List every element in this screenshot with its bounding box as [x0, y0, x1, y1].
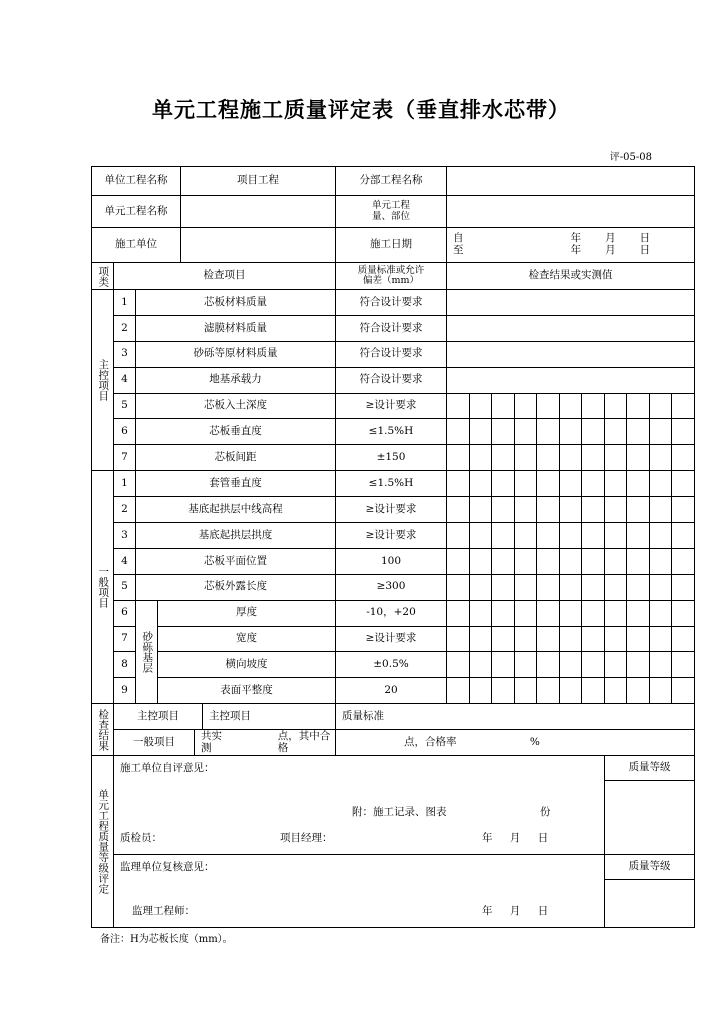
- construction-unit-value[interactable]: [181, 228, 335, 262]
- general-items-label: 一般项目: [92, 471, 114, 704]
- note: 备注：H为芯板长度（mm）。: [100, 934, 233, 945]
- measure-cell[interactable]: [560, 626, 582, 652]
- result-header: 检查结果或实测值: [447, 263, 695, 290]
- unit-project-name-label: 单位工程名称: [92, 167, 181, 195]
- item-standard: ≤1.5%H: [336, 471, 447, 497]
- item-standard: ≥设计要求: [336, 497, 447, 523]
- contractor-opinion-label: 施工单位自评意见：: [120, 761, 215, 774]
- measure-cell[interactable]: [537, 523, 560, 549]
- measure-cell[interactable]: [627, 445, 650, 471]
- measure-cell[interactable]: [582, 626, 605, 652]
- measure-cell[interactable]: [537, 600, 560, 626]
- result-cell[interactable]: [447, 367, 695, 393]
- item-standard: ≥设计要求: [336, 523, 447, 549]
- item-standard: 符合设计要求: [336, 367, 447, 393]
- measure-cell[interactable]: [605, 471, 627, 497]
- measure-cell[interactable]: [470, 548, 492, 574]
- item-name: 地基承载力: [136, 367, 336, 393]
- division-project-name-label: 分部工程名称: [336, 167, 447, 196]
- measure-cell[interactable]: [560, 497, 582, 523]
- measure-cell[interactable]: [582, 445, 605, 471]
- measure-cell[interactable]: [560, 574, 582, 600]
- contractor-date: 年 月 日: [482, 831, 549, 844]
- measure-cell[interactable]: [515, 471, 537, 497]
- main-items-label: 主控项目: [92, 290, 114, 471]
- measure-cell[interactable]: [470, 600, 492, 626]
- measure-cell[interactable]: [627, 652, 650, 678]
- check-item-header: 检查项目: [114, 263, 336, 290]
- measure-cell[interactable]: [672, 471, 695, 497]
- item-no: 7: [114, 626, 136, 652]
- measure-cell[interactable]: [447, 445, 470, 471]
- measure-cell[interactable]: [627, 600, 650, 626]
- item-no: 1: [114, 471, 136, 497]
- measure-cell[interactable]: [627, 497, 650, 523]
- measure-cell[interactable]: [582, 574, 605, 600]
- measure-cell[interactable]: [605, 419, 627, 445]
- item-standard: ±150: [336, 445, 447, 471]
- measure-cell[interactable]: [650, 548, 672, 574]
- measure-cell[interactable]: [515, 445, 537, 471]
- measure-cell[interactable]: [560, 652, 582, 678]
- item-no: 6: [114, 419, 136, 445]
- item-name: 芯板入土深度: [136, 393, 336, 419]
- measure-cell[interactable]: [470, 445, 492, 471]
- measure-cell[interactable]: [650, 600, 672, 626]
- element-project-part-label: 单元工程 量、部位: [336, 196, 447, 228]
- measure-cell[interactable]: [672, 445, 695, 471]
- item-no: 3: [114, 523, 136, 549]
- measure-cell[interactable]: [447, 497, 470, 523]
- main-result-standard: 质量标准: [342, 709, 384, 722]
- measure-cell[interactable]: [650, 678, 672, 704]
- item-name: 基底起拱层中线高程: [136, 497, 336, 523]
- measure-cell[interactable]: [447, 471, 470, 497]
- item-name: 芯板材料质量: [136, 290, 336, 316]
- measure-cell[interactable]: [492, 626, 515, 652]
- item-standard: ≥设计要求: [336, 393, 447, 419]
- measure-cell[interactable]: [672, 574, 695, 600]
- contractor-quality-grade-value[interactable]: [605, 781, 695, 855]
- item-name: 芯板外露长度: [136, 574, 336, 600]
- measure-cell[interactable]: [470, 626, 492, 652]
- measure-cell[interactable]: [605, 523, 627, 549]
- measure-cell[interactable]: [605, 497, 627, 523]
- measure-cell[interactable]: [470, 523, 492, 549]
- measure-cell[interactable]: [537, 548, 560, 574]
- item-name: 芯板平面位置: [136, 548, 336, 574]
- item-no: 4: [114, 548, 136, 574]
- item-name: 套管垂直度: [136, 471, 336, 497]
- measure-cell[interactable]: [537, 445, 560, 471]
- measure-cell[interactable]: [627, 626, 650, 652]
- measure-cell[interactable]: [515, 497, 537, 523]
- measure-cell[interactable]: [672, 523, 695, 549]
- measure-cell[interactable]: [582, 471, 605, 497]
- measure-cell[interactable]: [650, 652, 672, 678]
- item-standard: 符合设计要求: [336, 341, 447, 367]
- measure-cell[interactable]: [605, 652, 627, 678]
- supervisor-quality-grade-value[interactable]: [605, 880, 695, 928]
- measure-cell[interactable]: [560, 471, 582, 497]
- measure-cell[interactable]: [650, 626, 672, 652]
- measure-cell[interactable]: [447, 652, 470, 678]
- measure-cell[interactable]: [492, 393, 515, 419]
- measure-cell[interactable]: [492, 445, 515, 471]
- element-project-name-value[interactable]: [181, 196, 335, 227]
- measure-cell[interactable]: [582, 652, 605, 678]
- measure-cell[interactable]: [560, 445, 582, 471]
- quality-form-table: [91, 166, 695, 928]
- measure-cell[interactable]: [492, 652, 515, 678]
- measure-cell[interactable]: [447, 626, 470, 652]
- measure-cell[interactable]: [515, 626, 537, 652]
- measure-cell[interactable]: [560, 419, 582, 445]
- measure-cell[interactable]: [560, 393, 582, 419]
- measure-cell[interactable]: [672, 393, 695, 419]
- measure-cell[interactable]: [515, 523, 537, 549]
- measure-cell[interactable]: [627, 393, 650, 419]
- item-standard: -10，+20: [336, 600, 447, 626]
- main-result-text: 主控项目: [202, 704, 251, 729]
- item-no: 2: [114, 497, 136, 523]
- measure-cell[interactable]: [537, 419, 560, 445]
- element-project-name-label: 单元工程名称: [92, 196, 181, 227]
- measure-cell[interactable]: [537, 652, 560, 678]
- measure-cell[interactable]: [650, 574, 672, 600]
- item-no: 2: [114, 315, 136, 341]
- measure-cell[interactable]: [605, 574, 627, 600]
- measure-cell[interactable]: [582, 497, 605, 523]
- inspector-label: 质检员：: [120, 831, 162, 844]
- measure-cell[interactable]: [650, 445, 672, 471]
- measure-cell[interactable]: [560, 548, 582, 574]
- measure-cell[interactable]: [582, 523, 605, 549]
- item-name: 厚度: [158, 600, 336, 626]
- construction-date-range[interactable]: 自 年 月 日 至 年 月 日: [447, 228, 695, 263]
- item-name: 横向坡度: [158, 652, 336, 678]
- item-no: 5: [114, 393, 136, 419]
- item-standard: 100: [336, 548, 447, 574]
- measure-cell[interactable]: [470, 419, 492, 445]
- measure-cell[interactable]: [560, 600, 582, 626]
- measure-cell[interactable]: [515, 419, 537, 445]
- form-code: 评-05-08: [609, 152, 652, 163]
- measure-cell[interactable]: [650, 523, 672, 549]
- standard-header: 质量标准或允许 偏差（mm）: [336, 263, 447, 290]
- result-cell[interactable]: [447, 315, 695, 341]
- measure-cell[interactable]: [672, 626, 695, 652]
- measure-cell[interactable]: [537, 574, 560, 600]
- item-name: 宽度: [158, 626, 336, 652]
- measure-cell[interactable]: [627, 471, 650, 497]
- item-name: 表面平整度: [158, 678, 336, 704]
- measure-cell[interactable]: [515, 600, 537, 626]
- attachment-label: 附：施工记录、图表: [352, 805, 447, 818]
- percent-label: %: [529, 735, 540, 748]
- measure-cell[interactable]: [560, 678, 582, 704]
- measure-cell[interactable]: [650, 497, 672, 523]
- result-cell[interactable]: [447, 290, 695, 316]
- result-cell[interactable]: [447, 341, 695, 367]
- measure-cell[interactable]: [582, 548, 605, 574]
- measure-cell[interactable]: [515, 678, 537, 704]
- measure-cell[interactable]: [470, 497, 492, 523]
- measure-cell[interactable]: [627, 523, 650, 549]
- measure-cell[interactable]: [470, 678, 492, 704]
- item-standard: ≤1.5%H: [336, 419, 447, 445]
- measure-cell[interactable]: [672, 419, 695, 445]
- measure-cell[interactable]: [582, 393, 605, 419]
- measure-cell[interactable]: [627, 574, 650, 600]
- measure-cell[interactable]: [537, 393, 560, 419]
- measure-cell[interactable]: [672, 678, 695, 704]
- measure-cell[interactable]: [560, 523, 582, 549]
- measure-cell[interactable]: [650, 393, 672, 419]
- item-no: 1: [114, 290, 136, 316]
- supervisor-quality-grade-label: 质量等级: [605, 855, 695, 880]
- measure-cell[interactable]: [605, 445, 627, 471]
- item-standard: ±0.5%: [336, 652, 447, 678]
- measure-cell[interactable]: [537, 471, 560, 497]
- measure-cell[interactable]: [605, 678, 627, 704]
- category-header: 项类: [92, 263, 114, 290]
- division-project-name-value[interactable]: [447, 167, 695, 196]
- check-result-label: 检查结果: [92, 704, 114, 756]
- measure-cell[interactable]: [470, 574, 492, 600]
- item-name: 滤膜材料质量: [136, 315, 336, 341]
- measure-cell[interactable]: [672, 652, 695, 678]
- measure-cell[interactable]: [515, 548, 537, 574]
- measure-cell[interactable]: [492, 497, 515, 523]
- measure-cell[interactable]: [537, 497, 560, 523]
- measure-cell[interactable]: [627, 678, 650, 704]
- measure-cell[interactable]: [492, 471, 515, 497]
- measure-cell[interactable]: [537, 678, 560, 704]
- supervisor-date: 年 月 日: [482, 904, 549, 917]
- measure-cell[interactable]: [515, 393, 537, 419]
- measure-cell[interactable]: [650, 471, 672, 497]
- measure-cell[interactable]: [447, 419, 470, 445]
- item-no: 3: [114, 341, 136, 367]
- supervising-engineer-label: 监理工程师：: [132, 904, 195, 917]
- element-project-part-value[interactable]: [447, 196, 695, 228]
- measure-cell[interactable]: [605, 393, 627, 419]
- measure-cell[interactable]: [605, 600, 627, 626]
- gravel-group-label: 砂砾基层: [136, 600, 158, 704]
- measure-cell[interactable]: [582, 600, 605, 626]
- contractor-quality-grade-label: 质量等级: [605, 756, 695, 781]
- item-standard: ≥300: [336, 574, 447, 600]
- item-no: 6: [114, 600, 136, 626]
- measure-cell[interactable]: [447, 678, 470, 704]
- evaluation-label: 单元工程质量等级评定: [92, 756, 114, 928]
- item-name: 芯板间距: [136, 445, 336, 471]
- measure-cell[interactable]: [582, 419, 605, 445]
- measure-cell[interactable]: [470, 393, 492, 419]
- measure-cell[interactable]: [515, 574, 537, 600]
- measure-cell[interactable]: [470, 471, 492, 497]
- measure-cell[interactable]: [672, 497, 695, 523]
- copies-label: 份: [540, 805, 551, 818]
- item-name: 砂砾等原材料质量: [136, 341, 336, 367]
- measure-cell[interactable]: [492, 548, 515, 574]
- item-name: 芯板垂直度: [136, 419, 336, 445]
- measure-cell[interactable]: [650, 419, 672, 445]
- page-title: 单元工程施工质量评定表（垂直排水芯带）: [152, 98, 570, 122]
- measure-cell[interactable]: [627, 548, 650, 574]
- points-rate-label: 点，合格率: [404, 735, 457, 748]
- measure-cell[interactable]: [447, 574, 470, 600]
- measure-cell[interactable]: [447, 600, 470, 626]
- points-pass-label: 点，其中合格: [277, 730, 331, 754]
- to-label: 至: [453, 244, 464, 256]
- measure-cell[interactable]: [492, 678, 515, 704]
- from-label: 自: [453, 232, 464, 245]
- measure-cell[interactable]: [492, 523, 515, 549]
- measure-cell[interactable]: [672, 600, 695, 626]
- measure-cell[interactable]: [582, 678, 605, 704]
- construction-date-label: 施工日期: [336, 228, 447, 263]
- measure-cell[interactable]: [605, 626, 627, 652]
- item-no: 5: [114, 574, 136, 600]
- supervisor-opinion-label: 监理单位复核意见：: [120, 860, 215, 873]
- item-standard: 符合设计要求: [336, 290, 447, 316]
- measure-cell[interactable]: [537, 626, 560, 652]
- unit-project-name-value[interactable]: 项目工程: [237, 174, 279, 187]
- measure-cell[interactable]: [515, 652, 537, 678]
- item-standard: 20: [336, 678, 447, 704]
- item-no: 9: [114, 678, 136, 704]
- measured-label: 共实测: [194, 730, 230, 755]
- main-result-label: 主控项目: [137, 709, 179, 722]
- item-no: 8: [114, 652, 136, 678]
- measure-cell[interactable]: [672, 548, 695, 574]
- item-no: 7: [114, 445, 136, 471]
- measure-cell[interactable]: [492, 419, 515, 445]
- item-no: 4: [114, 367, 136, 393]
- measure-cell[interactable]: [605, 548, 627, 574]
- project-manager-label: 项目经理：: [280, 831, 333, 844]
- measure-cell[interactable]: [470, 652, 492, 678]
- measure-cell[interactable]: [447, 523, 470, 549]
- measure-cell[interactable]: [447, 393, 470, 419]
- measure-cell[interactable]: [492, 600, 515, 626]
- construction-unit-label: 施工单位: [92, 228, 181, 262]
- measure-cell[interactable]: [627, 419, 650, 445]
- item-standard: ≥设计要求: [336, 626, 447, 652]
- item-name: 基底起拱层拱度: [136, 523, 336, 549]
- item-standard: 符合设计要求: [336, 315, 447, 341]
- general-result-label: 一般项目: [133, 735, 176, 748]
- measure-cell[interactable]: [447, 548, 470, 574]
- measure-cell[interactable]: [492, 574, 515, 600]
